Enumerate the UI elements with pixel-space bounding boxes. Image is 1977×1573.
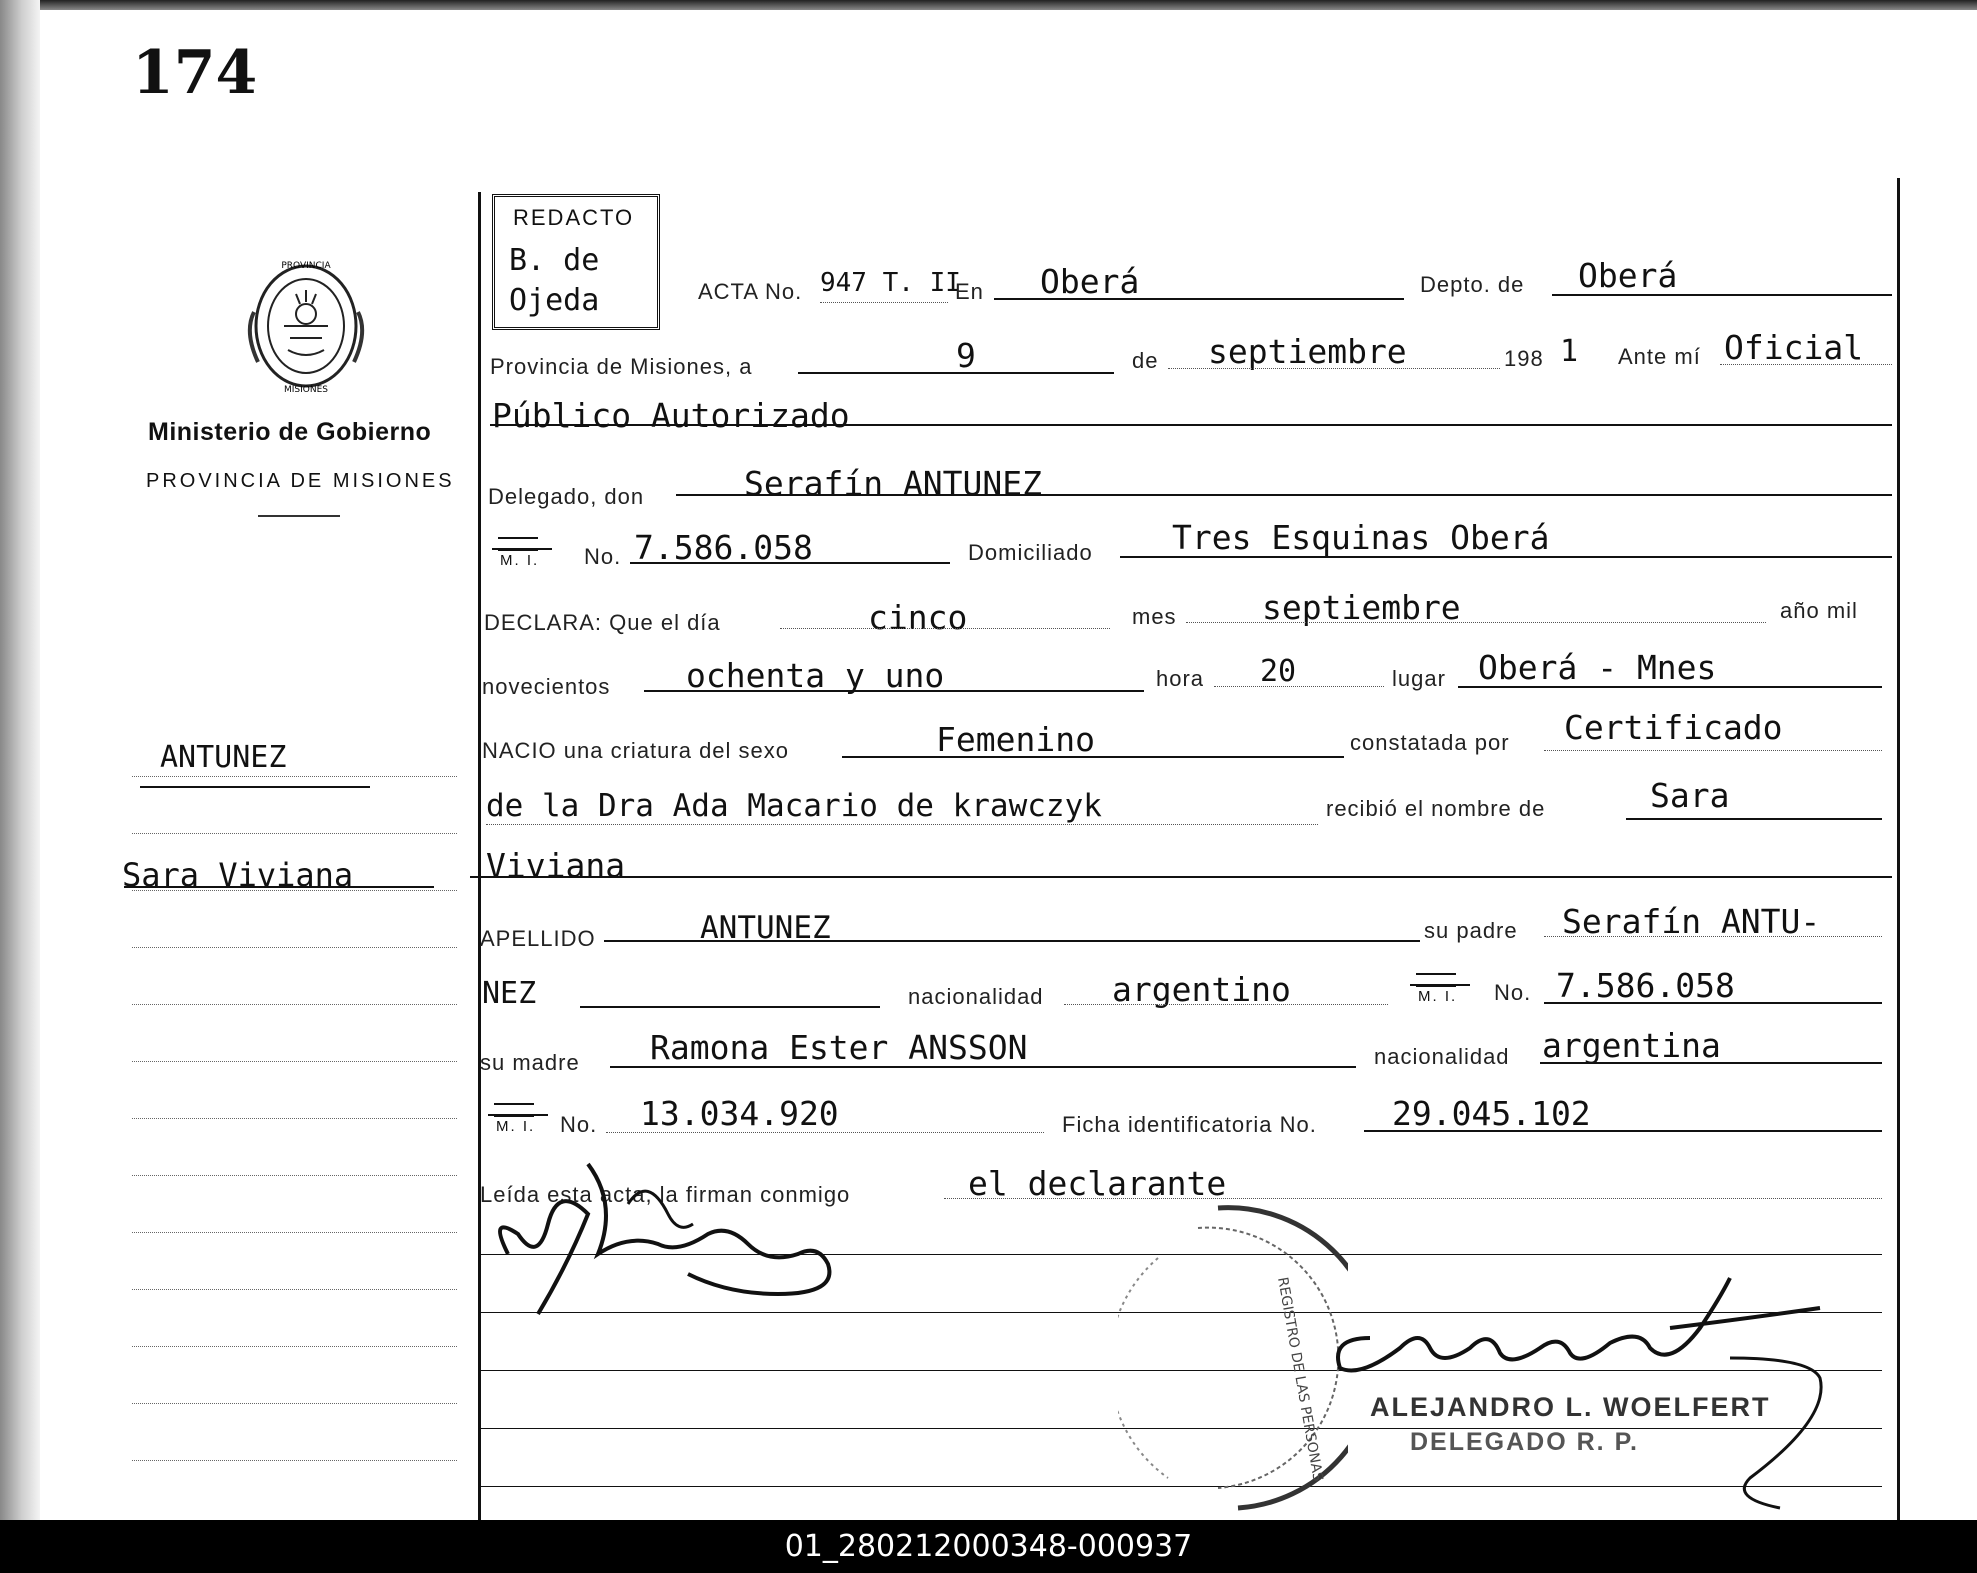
leida-value: el declarante [968,1164,1227,1203]
official-role: DELEGADO R. P. [1410,1428,1639,1456]
margin-surname-underline [140,786,370,788]
apellido-line [604,940,1420,942]
official-name: ALEJANDRO L. WOELFERT [1370,1392,1771,1422]
margin-rule [132,1403,457,1404]
mi-marker [488,534,558,570]
novecientos-label: novecientos [482,674,611,699]
margin-rule [132,947,457,948]
sexo-value: Femenino [936,720,1095,759]
row10-line [470,876,1892,878]
domiciliado-line [1120,556,1892,558]
domiciliado-label: Domiciliado [968,540,1093,565]
en-label: En [955,279,984,304]
recibio-label: recibió el nombre de [1326,796,1546,821]
ante-label: Ante mí [1618,344,1701,369]
margin-rule [132,1061,457,1062]
hora-label: hora [1156,666,1205,691]
margin-rule [132,1175,457,1176]
declara-dia: cinco [868,598,968,637]
novecientos-line [644,690,1144,692]
constatada-value-continued: de la Dra Ada Macario de krawczyk [486,788,1102,824]
nombre-line [1626,818,1882,820]
redacto-value: B. de Ojeda [509,243,600,318]
padre-value-continued: NEZ [482,976,537,1011]
madre-nacionalidad: argentina [1542,1026,1721,1065]
nacio-label: NACIO una criatura del sexo [482,738,790,763]
nombre-value: Sara [1650,776,1730,815]
padre-nacionalidad-label: nacionalidad [908,984,1044,1009]
scan-caption: 01_280212000348-000937 [0,1520,1977,1573]
mes-value: septiembre [1208,332,1407,371]
acta-number: 947 T. II [820,268,961,298]
madre-doc-line [606,1132,1044,1133]
constatada-line [1544,750,1882,751]
seal-bottom-text: MISIONES [283,385,329,395]
depto-label: Depto. de [1420,272,1525,297]
en-value: Oberá [1040,262,1140,301]
padre-value: Serafín ANTU- [1562,902,1821,941]
margin-surname: ANTUNEZ [160,740,287,775]
depto-value: Oberá [1578,256,1678,295]
depto-line [1552,294,1892,296]
delegado-value: Serafín ANTUNEZ [744,464,1043,503]
margin-rule [132,1346,457,1347]
padre-nacionalidad-line [1064,1004,1388,1005]
padre-mi-label: M. I. [1418,988,1458,1005]
declara-mes-line [1186,622,1766,623]
ficha-line [1364,1130,1882,1132]
declara-dia-line [780,628,1110,629]
madre-no-label: No. [560,1112,598,1137]
margin-rule [132,833,457,834]
madre-doc: 13.034.920 [640,1094,839,1133]
declarant-signature-icon [478,1144,878,1324]
scan-top-edge [0,0,1977,10]
provincial-seal-icon [240,252,372,400]
ficha-label: Ficha identificatoria No. [1062,1112,1317,1137]
seal-top-text: PROVINCIA [281,261,331,271]
madre-value: Ramona Ester ANSSON [650,1028,1028,1067]
hora-line [1214,686,1384,687]
ministry-title: Ministerio de Gobierno [148,418,432,446]
domiciliado-value: Tres Esquinas Oberá [1172,518,1550,557]
scan-binding-edge [0,0,40,1520]
declara-mes: septiembre [1262,588,1461,627]
lugar-value: Oberá - Mnes [1478,648,1717,687]
madre-nacionalidad-label: nacionalidad [1374,1044,1510,1069]
mi-label: M. I. [500,552,540,569]
page-number: 174 [132,38,258,108]
margin-given-underline [124,886,434,888]
en-line [994,298,1404,300]
anio-suffix: 1 [1560,334,1579,369]
lugar-label: lugar [1392,666,1446,691]
margin-rule [132,776,457,777]
novecientos-value: ochenta y uno [686,656,945,695]
declara-label: DECLARA: Que el día [484,610,721,635]
nombre-value-continued: Viviana [486,846,626,885]
sexo-line [842,756,1344,758]
padre-label: su padre [1424,918,1518,943]
hora-value: 20 [1260,654,1297,689]
margin-rule [132,1289,457,1290]
lugar-line [1458,686,1882,688]
apellido-label: APELLIDO [480,926,596,951]
row3-line [490,424,1892,426]
no-label: No. [584,544,622,569]
dia-line [798,372,1114,374]
margin-rule [132,1004,457,1005]
mes-line [1168,368,1500,369]
ficha-value: 29.045.102 [1392,1094,1591,1133]
de-label: de [1132,348,1159,373]
mes-label: mes [1132,604,1177,629]
delegado-doc-line [630,562,950,564]
ante-value-continued: Público Autorizado [492,396,850,435]
anio-mil-label: año mil [1780,598,1858,623]
constatada-continued-line [486,824,1318,825]
padre-continued-line [580,1006,880,1008]
leida-line [944,1198,1882,1199]
padre-line [1544,936,1882,937]
form-right-border [1897,178,1900,1520]
madre-mi-label: M. I. [496,1118,536,1135]
acta-number-line [820,302,948,303]
margin-rule [132,1232,457,1233]
redacto-label: REDACTO [513,205,635,230]
leida-label: Leída esta acta, la firman conmigo [480,1182,851,1207]
delegado-doc: 7.586.058 [634,528,813,567]
apellido-value: ANTUNEZ [700,910,831,946]
dia-value: 9 [956,336,976,375]
stamp-text: REGISTRO DE LAS PERSONAS [1274,1275,1326,1483]
ante-value: Oficial [1724,328,1864,367]
madre-nacionalidad-line [1540,1062,1882,1064]
padre-no-label: No. [1494,980,1532,1005]
anio-prefix: 198 [1504,346,1544,371]
redacto-box [492,194,660,330]
madre-line [610,1066,1356,1068]
margin-rule [132,890,457,891]
madre-label: su madre [480,1050,580,1075]
constatada-value: Certificado [1564,708,1783,747]
province-title: PROVINCIA DE MISIONES [146,470,455,492]
margin-given-names: Sara Viviana [122,856,354,894]
ante-line [1720,364,1892,365]
padre-doc: 7.586.058 [1556,966,1735,1005]
delegado-label: Delegado, don [488,484,645,509]
constatada-label: constatada por [1350,730,1510,755]
padre-mi-marker [1406,970,1476,1006]
provincia-label: Provincia de Misiones, a [490,354,753,379]
delegado-line [676,494,1892,496]
margin-rule [132,1460,457,1461]
acta-label: ACTA No. [698,279,803,304]
padre-doc-line [1544,1002,1882,1004]
margin-rule [132,1118,457,1119]
header-divider [258,515,340,517]
padre-nacionalidad: argentino [1112,970,1291,1009]
madre-mi-marker [484,1100,554,1136]
